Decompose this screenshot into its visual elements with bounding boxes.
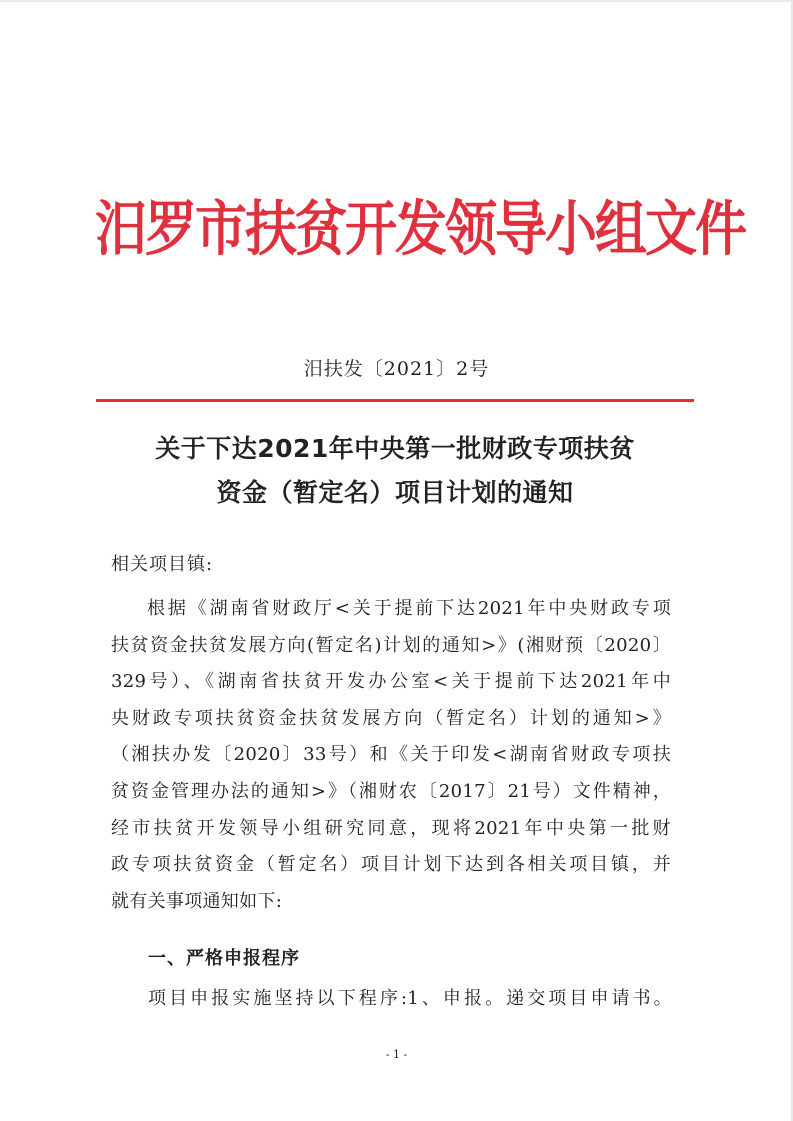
red-divider-line — [96, 399, 694, 402]
section-paragraph-line: 项目申报实施坚持以下程序:1、申报。递交项目申请书。 — [148, 988, 672, 1009]
body-line: 央财政专项扶贫资金扶贫发展方向（暂定名）计划的通知>》 — [111, 707, 671, 729]
body-line: 就有关事项通知如下: — [111, 890, 283, 912]
body-line: 贫资金管理办法的通知>》（湘财农〔2017〕21号）文件精神， — [111, 780, 671, 802]
salutation: 相关项目镇: — [111, 554, 214, 575]
document-number: 汨扶发〔2021〕2号 — [303, 358, 490, 380]
body-line: （湘扶办发〔2020〕33号）和《关于印发<湖南省财政专项扶 — [111, 744, 671, 766]
document-title-line: 资金（暂定名）项目计划的通知 — [216, 478, 574, 507]
page-number: - 1 - — [385, 1048, 408, 1061]
body-paragraph — [111, 591, 671, 920]
section-heading: 一、严格申报程序 — [148, 948, 300, 969]
issuer-title: 汨罗市扶贫开发领导小组文件 — [95, 195, 746, 265]
document-title — [96, 427, 694, 515]
page-edge-top — [0, 0, 793, 2]
body-line: 经市扶贫开发领导小组研究同意，现将2021年中央第一批财 — [111, 817, 671, 839]
body-line: 政专项扶贫资金（暂定名）项目计划下达到各相关项目镇，并 — [111, 854, 671, 876]
body-line: 根据《湖南省财政厅<关于提前下达2021年中央财政专项 — [147, 598, 671, 619]
body-line: 329号）、《湖南省扶贫开发办公室<关于提前下达2021年中 — [111, 671, 671, 693]
body-line: 扶贫资金扶贫发展方向(暂定名)计划的通知>》(湘财预〔2020〕 — [111, 634, 671, 656]
document-title-line: 关于下达2021年中央第一批财政专项扶贫 — [155, 434, 635, 463]
